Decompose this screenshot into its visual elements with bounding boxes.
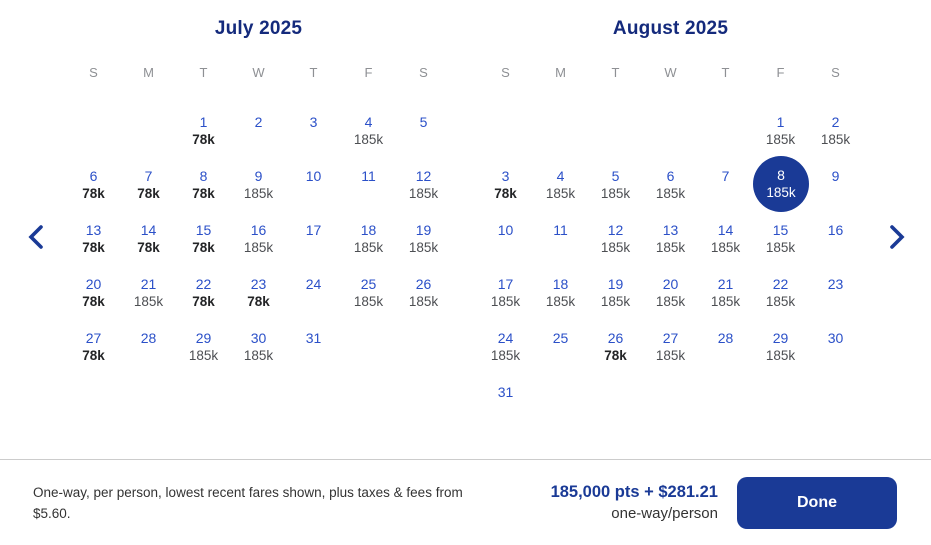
day-number: 5 bbox=[611, 168, 620, 184]
day-number: 22 bbox=[195, 276, 212, 292]
fare-label: 185k bbox=[545, 294, 576, 309]
day-number: 16 bbox=[250, 222, 267, 238]
day-content bbox=[66, 151, 121, 205]
day-number: 14 bbox=[717, 222, 734, 238]
weekday-label: S bbox=[89, 65, 98, 80]
day-number: 23 bbox=[827, 276, 844, 292]
day-july-19[interactable] bbox=[396, 205, 451, 259]
day-july-14[interactable] bbox=[121, 205, 176, 259]
weekday-header-row bbox=[66, 62, 451, 84]
fare-label: 185k bbox=[766, 185, 796, 200]
day-number: 6 bbox=[666, 168, 675, 184]
weekday-label: F bbox=[364, 65, 373, 80]
weekday-label: M bbox=[555, 65, 566, 80]
day-august-14[interactable] bbox=[698, 205, 753, 259]
day-content bbox=[231, 97, 286, 151]
fare-label: 185k bbox=[765, 294, 796, 309]
day-july-9[interactable] bbox=[231, 151, 286, 205]
fare-label: 185k bbox=[655, 186, 686, 201]
day-number: 12 bbox=[415, 168, 432, 184]
day-content bbox=[478, 313, 533, 367]
day-number: 21 bbox=[140, 276, 157, 292]
day-number: 24 bbox=[497, 330, 514, 346]
day-content bbox=[533, 259, 588, 313]
day-number: 31 bbox=[497, 384, 514, 400]
fare-label: 185k bbox=[600, 294, 631, 309]
day-july-6[interactable] bbox=[66, 151, 121, 205]
fare-label: 185k bbox=[243, 348, 274, 363]
day-number: 19 bbox=[607, 276, 624, 292]
day-number: 28 bbox=[140, 330, 157, 346]
empty-cell bbox=[533, 367, 588, 421]
day-july-27[interactable] bbox=[66, 313, 121, 367]
empty-cell bbox=[533, 97, 588, 151]
day-content bbox=[698, 205, 753, 259]
day-august-15[interactable] bbox=[753, 205, 808, 259]
weekday-label: T bbox=[199, 65, 208, 80]
day-august-20[interactable] bbox=[643, 259, 698, 313]
fare-label: 185k bbox=[188, 348, 219, 363]
empty-cell bbox=[396, 313, 451, 367]
day-content bbox=[66, 313, 121, 367]
day-content bbox=[808, 259, 863, 313]
day-august-23[interactable] bbox=[808, 259, 863, 313]
day-number: 20 bbox=[85, 276, 102, 292]
day-content bbox=[478, 151, 533, 205]
empty-cell bbox=[588, 367, 643, 421]
price-summary bbox=[551, 483, 718, 522]
calendar-grid bbox=[66, 97, 451, 367]
day-august-17[interactable] bbox=[478, 259, 533, 313]
price-unit: one-way/person bbox=[611, 505, 718, 522]
day-number: 13 bbox=[662, 222, 679, 238]
day-august-31[interactable] bbox=[478, 367, 533, 421]
day-august-26[interactable] bbox=[588, 313, 643, 367]
fare-label: 185k bbox=[600, 186, 631, 201]
day-number: 11 bbox=[361, 168, 376, 184]
fare-label: 78k bbox=[192, 294, 215, 309]
day-july-23[interactable] bbox=[231, 259, 286, 313]
day-content bbox=[533, 151, 588, 205]
day-content bbox=[176, 205, 231, 259]
day-number: 13 bbox=[85, 222, 102, 238]
day-number: 27 bbox=[85, 330, 102, 346]
day-number: 21 bbox=[717, 276, 734, 292]
day-number: 17 bbox=[497, 276, 514, 292]
empty-cell bbox=[478, 97, 533, 151]
day-number: 7 bbox=[144, 168, 153, 184]
day-number: 25 bbox=[360, 276, 377, 292]
day-july-28[interactable] bbox=[121, 313, 176, 367]
day-number: 4 bbox=[556, 168, 565, 184]
fare-label: 185k bbox=[243, 186, 274, 201]
fare-label: 78k bbox=[192, 240, 215, 255]
day-content bbox=[396, 205, 451, 259]
total-price: 185,000 pts + $281.21 bbox=[550, 483, 718, 501]
day-august-10[interactable] bbox=[478, 205, 533, 259]
empty-cell bbox=[66, 97, 121, 151]
day-content bbox=[231, 313, 286, 367]
day-august-7[interactable] bbox=[698, 151, 753, 205]
day-july-31[interactable] bbox=[286, 313, 341, 367]
day-july-1[interactable] bbox=[176, 97, 231, 151]
chevron-left-icon bbox=[25, 224, 47, 250]
weekday-label: W bbox=[664, 65, 677, 80]
empty-cell bbox=[643, 367, 698, 421]
day-july-13[interactable] bbox=[66, 205, 121, 259]
fare-label: 78k bbox=[137, 186, 160, 201]
day-content bbox=[753, 259, 808, 313]
chevron-right-icon bbox=[886, 224, 908, 250]
empty-cell bbox=[698, 367, 753, 421]
weekday-label: T bbox=[611, 65, 620, 80]
day-content bbox=[121, 205, 176, 259]
fare-label: 78k bbox=[82, 186, 105, 201]
calendar-july-2025 bbox=[66, 16, 451, 367]
day-july-20[interactable] bbox=[66, 259, 121, 313]
day-july-26[interactable] bbox=[396, 259, 451, 313]
empty-cell bbox=[808, 367, 863, 421]
fare-label: 78k bbox=[82, 294, 105, 309]
day-content bbox=[588, 313, 643, 367]
fare-label: 185k bbox=[655, 348, 686, 363]
day-content bbox=[396, 259, 451, 313]
day-content bbox=[808, 151, 863, 205]
day-july-8[interactable] bbox=[176, 151, 231, 205]
fare-summary-footer bbox=[0, 459, 931, 545]
day-july-11[interactable] bbox=[341, 151, 396, 205]
day-august-19[interactable] bbox=[588, 259, 643, 313]
fare-label: 185k bbox=[243, 240, 274, 255]
day-content bbox=[698, 151, 753, 205]
day-number: 10 bbox=[305, 168, 322, 184]
day-july-12[interactable] bbox=[396, 151, 451, 205]
day-number: 10 bbox=[497, 222, 514, 238]
day-number: 23 bbox=[250, 276, 267, 292]
empty-cell bbox=[588, 97, 643, 151]
day-july-21[interactable] bbox=[121, 259, 176, 313]
day-content bbox=[286, 205, 341, 259]
fare-label: 78k bbox=[192, 132, 215, 147]
day-content bbox=[286, 97, 341, 151]
weekday-label: M bbox=[143, 65, 154, 80]
day-content bbox=[643, 259, 698, 313]
day-number: 19 bbox=[415, 222, 432, 238]
day-content bbox=[588, 151, 643, 205]
day-number: 5 bbox=[419, 114, 428, 130]
day-content bbox=[286, 259, 341, 313]
day-content bbox=[286, 151, 341, 205]
day-content bbox=[176, 97, 231, 151]
day-number: 12 bbox=[607, 222, 624, 238]
day-content bbox=[396, 151, 451, 205]
day-number: 9 bbox=[831, 168, 840, 184]
day-content bbox=[478, 205, 533, 259]
day-number: 27 bbox=[662, 330, 679, 346]
day-content bbox=[478, 367, 533, 421]
day-july-24[interactable] bbox=[286, 259, 341, 313]
day-july-2[interactable] bbox=[231, 97, 286, 151]
day-number: 30 bbox=[250, 330, 267, 346]
fare-label: 185k bbox=[408, 186, 439, 201]
fare-label: 78k bbox=[82, 240, 105, 255]
day-content bbox=[66, 259, 121, 313]
day-number: 11 bbox=[553, 222, 568, 238]
fare-label: 78k bbox=[494, 186, 517, 201]
selected-day-circle bbox=[753, 156, 809, 212]
fare-label: 185k bbox=[353, 240, 384, 255]
day-july-30[interactable] bbox=[231, 313, 286, 367]
day-august-12[interactable] bbox=[588, 205, 643, 259]
weekday-label: S bbox=[419, 65, 428, 80]
calendar-august-2025 bbox=[478, 16, 863, 421]
day-july-3[interactable] bbox=[286, 97, 341, 151]
day-number: 29 bbox=[195, 330, 212, 346]
day-number: 9 bbox=[254, 168, 263, 184]
weekday-label: F bbox=[776, 65, 785, 80]
fare-label: 78k bbox=[137, 240, 160, 255]
day-august-29[interactable] bbox=[753, 313, 808, 367]
month-title: July 2025 bbox=[214, 18, 303, 39]
month-title: August 2025 bbox=[612, 18, 729, 39]
day-number: 28 bbox=[717, 330, 734, 346]
day-number: 15 bbox=[772, 222, 789, 238]
fare-label: 78k bbox=[604, 348, 627, 363]
day-content bbox=[66, 205, 121, 259]
day-august-5[interactable] bbox=[588, 151, 643, 205]
day-content bbox=[121, 259, 176, 313]
day-number: 29 bbox=[772, 330, 789, 346]
day-august-18[interactable] bbox=[533, 259, 588, 313]
day-number: 14 bbox=[140, 222, 157, 238]
empty-cell bbox=[698, 97, 753, 151]
day-number: 3 bbox=[309, 114, 318, 130]
day-content bbox=[643, 151, 698, 205]
day-number: 26 bbox=[415, 276, 432, 292]
day-content bbox=[478, 259, 533, 313]
day-content bbox=[753, 313, 808, 367]
day-content bbox=[176, 313, 231, 367]
day-content bbox=[286, 313, 341, 367]
fare-label: 185k bbox=[490, 348, 521, 363]
day-july-10[interactable] bbox=[286, 151, 341, 205]
weekday-label: W bbox=[252, 65, 265, 80]
day-number: 30 bbox=[827, 330, 844, 346]
day-august-4[interactable] bbox=[533, 151, 588, 205]
day-august-11[interactable] bbox=[533, 205, 588, 259]
day-july-16[interactable] bbox=[231, 205, 286, 259]
day-number: 8 bbox=[777, 167, 785, 183]
empty-cell bbox=[643, 97, 698, 151]
day-number: 6 bbox=[89, 168, 98, 184]
previous-month-button[interactable] bbox=[21, 222, 51, 252]
day-content bbox=[341, 97, 396, 151]
day-content bbox=[231, 259, 286, 313]
day-number: 18 bbox=[552, 276, 569, 292]
day-content bbox=[121, 151, 176, 205]
day-august-27[interactable] bbox=[643, 313, 698, 367]
fare-label: 185k bbox=[353, 294, 384, 309]
day-number: 25 bbox=[552, 330, 569, 346]
weekday-label: T bbox=[309, 65, 318, 80]
day-number: 1 bbox=[199, 114, 208, 130]
day-content bbox=[231, 151, 286, 205]
fare-label: 78k bbox=[247, 294, 270, 309]
day-number: 4 bbox=[364, 114, 373, 130]
fare-label: 185k bbox=[600, 240, 631, 255]
day-content bbox=[808, 97, 863, 151]
day-august-21[interactable] bbox=[698, 259, 753, 313]
day-number: 24 bbox=[305, 276, 322, 292]
fare-label: 185k bbox=[655, 240, 686, 255]
day-august-1[interactable] bbox=[753, 97, 808, 151]
day-july-5[interactable] bbox=[396, 97, 451, 151]
day-content bbox=[698, 259, 753, 313]
day-july-18[interactable] bbox=[341, 205, 396, 259]
day-number: 16 bbox=[827, 222, 844, 238]
fare-label: 185k bbox=[133, 294, 164, 309]
day-number: 15 bbox=[195, 222, 212, 238]
fare-label: 185k bbox=[545, 186, 576, 201]
day-july-25[interactable] bbox=[341, 259, 396, 313]
weekday-header-row bbox=[478, 62, 863, 84]
day-number: 17 bbox=[305, 222, 322, 238]
next-month-button[interactable] bbox=[882, 222, 912, 252]
day-july-17[interactable] bbox=[286, 205, 341, 259]
day-number: 2 bbox=[831, 114, 840, 130]
day-content bbox=[588, 259, 643, 313]
day-content bbox=[643, 313, 698, 367]
day-july-22[interactable] bbox=[176, 259, 231, 313]
day-number: 2 bbox=[254, 114, 263, 130]
day-content bbox=[808, 205, 863, 259]
day-content bbox=[698, 313, 753, 367]
day-august-16[interactable] bbox=[808, 205, 863, 259]
day-number: 31 bbox=[305, 330, 322, 346]
day-content bbox=[121, 313, 176, 367]
day-july-4[interactable] bbox=[341, 97, 396, 151]
fare-label: 185k bbox=[353, 132, 384, 147]
weekday-label: S bbox=[501, 65, 510, 80]
day-content bbox=[808, 313, 863, 367]
weekday-label: S bbox=[831, 65, 840, 80]
fare-disclaimer: One-way, per person, lowest recent fares shown, plus taxes & fees from $5.60. bbox=[33, 484, 463, 521]
fare-label: 185k bbox=[820, 132, 851, 147]
done-button[interactable]: Done bbox=[737, 477, 897, 529]
day-august-9[interactable] bbox=[808, 151, 863, 205]
day-august-8[interactable] bbox=[753, 151, 808, 205]
day-july-7[interactable] bbox=[121, 151, 176, 205]
fare-label: 185k bbox=[710, 240, 741, 255]
day-content bbox=[341, 259, 396, 313]
day-august-30[interactable] bbox=[808, 313, 863, 367]
fare-label: 185k bbox=[408, 294, 439, 309]
fare-label: 185k bbox=[765, 132, 796, 147]
day-august-28[interactable] bbox=[698, 313, 753, 367]
empty-cell bbox=[753, 367, 808, 421]
calendar-grid bbox=[478, 97, 863, 421]
day-number: 22 bbox=[772, 276, 789, 292]
day-content bbox=[176, 151, 231, 205]
weekday-label: T bbox=[721, 65, 730, 80]
day-content bbox=[341, 205, 396, 259]
day-content bbox=[753, 97, 808, 151]
day-content bbox=[753, 205, 808, 259]
day-august-13[interactable] bbox=[643, 205, 698, 259]
day-content bbox=[533, 313, 588, 367]
day-content bbox=[533, 205, 588, 259]
day-july-15[interactable] bbox=[176, 205, 231, 259]
fare-label: 185k bbox=[490, 294, 521, 309]
day-content bbox=[396, 97, 451, 151]
day-number: 3 bbox=[501, 168, 510, 184]
fare-label: 185k bbox=[710, 294, 741, 309]
day-content bbox=[176, 259, 231, 313]
day-august-24[interactable] bbox=[478, 313, 533, 367]
day-number: 26 bbox=[607, 330, 624, 346]
fare-label: 185k bbox=[408, 240, 439, 255]
day-content bbox=[643, 205, 698, 259]
day-august-3[interactable] bbox=[478, 151, 533, 205]
fare-label: 185k bbox=[655, 294, 686, 309]
day-number: 18 bbox=[360, 222, 377, 238]
day-number: 7 bbox=[721, 168, 730, 184]
day-number: 20 bbox=[662, 276, 679, 292]
empty-cell bbox=[121, 97, 176, 151]
fare-label: 78k bbox=[82, 348, 105, 363]
day-august-22[interactable] bbox=[753, 259, 808, 313]
day-content bbox=[588, 205, 643, 259]
day-number: 8 bbox=[199, 168, 208, 184]
fare-label: 185k bbox=[765, 240, 796, 255]
day-content bbox=[341, 151, 396, 205]
day-july-29[interactable] bbox=[176, 313, 231, 367]
day-august-25[interactable] bbox=[533, 313, 588, 367]
day-august-6[interactable] bbox=[643, 151, 698, 205]
empty-cell bbox=[341, 313, 396, 367]
fare-label: 185k bbox=[765, 348, 796, 363]
day-number: 1 bbox=[776, 114, 785, 130]
day-content bbox=[231, 205, 286, 259]
day-august-2[interactable] bbox=[808, 97, 863, 151]
fare-label: 78k bbox=[192, 186, 215, 201]
